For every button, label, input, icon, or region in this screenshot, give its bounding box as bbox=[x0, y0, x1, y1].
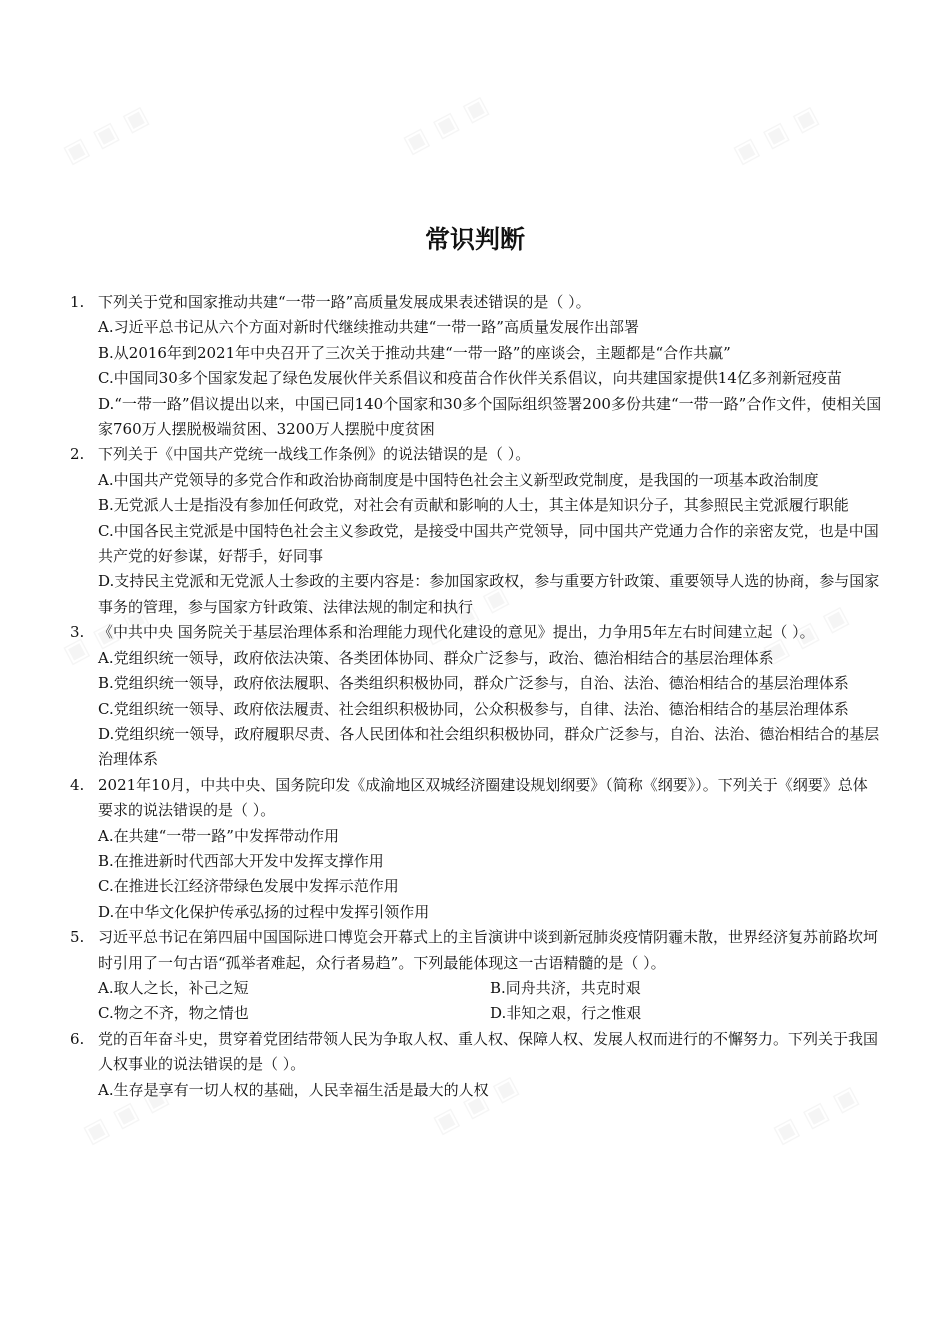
option-b: B.从2016年到2021年中央召开了三次关于推动共建“一带一路”的座谈会，主题都是“合作共赢” bbox=[98, 343, 731, 362]
question-number: 4. bbox=[70, 775, 85, 794]
option-d: D.非知之艰，行之惟艰 bbox=[490, 1004, 642, 1023]
option-c: C.中国各民主党派是中国特色社会主义参政党，是接受中国共产党领导，同中国共产党通力合作的亲密友党，也是中国共产党的好参谋，好帮手，好同事 bbox=[98, 521, 879, 566]
question-stem bbox=[70, 620, 882, 645]
question-number: 2. bbox=[70, 445, 85, 464]
option-c: C.物之不齐，物之情也 bbox=[98, 1004, 249, 1023]
watermark bbox=[398, 90, 493, 160]
option-d: D.在中华文化保护传承弘扬的过程中发挥引领作用 bbox=[98, 902, 430, 921]
question-text: 下列关于《中国共产党统一战线工作条例》的说法错误的是（ ）。 bbox=[98, 445, 531, 464]
question-stem bbox=[70, 773, 882, 824]
option-a: A.习近平总书记从六个方面对新时代继续推动共建“一带一路”高质量发展作出部署 bbox=[98, 318, 639, 337]
question-3 bbox=[70, 620, 882, 772]
question-list bbox=[70, 290, 882, 1103]
option-d: D.“一带一路”倡议提出以来，中国已同140个国家和30多个国际组织签署200多份共建“一带一路”合作文件，使相关国家760万人摆脱极端贫困、3200万人摆脱中度贫困 bbox=[98, 394, 882, 439]
option-a: A.党组织统一领导，政府依法决策、各类团体协同、群众广泛参与，政治、德治相结合的基层治理体系 bbox=[98, 648, 774, 667]
option-b: B.在推进新时代西部大开发中发挥支撑作用 bbox=[98, 851, 384, 870]
option-d: D.支持民主党派和无党派人士参政的主要内容是：参加国家政权，参与重要方针政策、重要领导人选的协商，参与国家事务的管理，参与国家方针政策、法律法规的制定和执行 bbox=[98, 572, 880, 616]
question-text: 下列关于党和国家推动共建“一带一路”高质量发展成果表述错误的是（ ）。 bbox=[98, 293, 591, 311]
option-c: C.在推进长江经济带绿色发展中发挥示范作用 bbox=[98, 877, 399, 896]
question-text: 《中共中央 国务院关于基层治理体系和治理能力现代化建设的意见》提出，力争用5年左右时间建立起（ ）。 bbox=[98, 623, 815, 642]
option-b: B.无党派人士是指没有参加任何政党，对社会有贡献和影响的人士，其主体是知识分子，其参照民主党派履行职能 bbox=[98, 496, 849, 515]
question-4 bbox=[70, 773, 882, 925]
option-row bbox=[98, 976, 882, 1001]
question-stem bbox=[70, 925, 882, 976]
option-a: A.取人之长，补己之短 bbox=[98, 978, 249, 997]
question-number: 3. bbox=[70, 623, 85, 642]
question-stem bbox=[70, 442, 882, 467]
option-c: C.党组织统一领导、政府依法履责、社会组织积极协同，公众积极参与，自律、法治、德治相结合的基层治理体系 bbox=[98, 699, 849, 718]
question-text: 党的百年奋斗史，贯穿着党团结带领人民为争取人权、重人权、保障人权、发展人权而进行的不懈努力。下列关于我国人权事业的说法错误的是（ ）。 bbox=[98, 1029, 879, 1074]
question-stem bbox=[70, 290, 882, 315]
question-2 bbox=[70, 442, 882, 620]
option-row bbox=[98, 1001, 882, 1026]
question-stem bbox=[70, 1027, 882, 1078]
option-a: A.在共建“一带一路”中发挥带动作用 bbox=[98, 826, 339, 845]
question-6 bbox=[70, 1027, 882, 1103]
option-a: A.中国共产党领导的多党合作和政治协商制度是中国特色社会主义新型政党制度，是我国的一项基本政治制度 bbox=[98, 470, 819, 489]
question-5 bbox=[70, 925, 882, 1027]
option-c: C.中国同30多个国家发起了绿色发展伙伴关系倡议和疫苗合作伙伴关系倡议，向共建国家提供14亿多剂新冠疫苗 bbox=[98, 369, 842, 388]
question-number: 5. bbox=[70, 928, 85, 947]
question-text: 习近平总书记在第四届中国国际进口博览会开幕式上的主旨演讲中谈到新冠肺炎疫情阴霾未散，世界经济复苏前路坎坷时引用了一句古语“孤举者难起，众行者易趋”。下列最能体现这一古语精髓的是（ ）。 bbox=[98, 928, 879, 972]
question-1 bbox=[70, 290, 882, 442]
question-number: 1. bbox=[70, 293, 85, 311]
question-text: 2021年10月，中共中央、国务院印发《成渝地区双城经济圈建设规划纲要》（简称《纲要》）。下列关于《纲要》总体要求的说法错误的是（ ）。 bbox=[98, 775, 868, 820]
option-b: B.党组织统一领导，政府依法履职、各类组织积极协同，群众广泛参与，自治、法治、德治相结合的基层治理体系 bbox=[98, 674, 849, 693]
watermark bbox=[58, 100, 153, 170]
watermark bbox=[728, 100, 823, 170]
option-b: B.同舟共济，共克时艰 bbox=[490, 978, 641, 997]
page-title: 常识判断 bbox=[424, 224, 525, 254]
option-a: A.生存是享有一切人权的基础，人民幸福生活是最大的人权 bbox=[98, 1080, 489, 1099]
question-number: 6. bbox=[70, 1029, 85, 1048]
option-d: D.党组织统一领导，政府履职尽责、各人民团体和社会组织积极协同，群众广泛参与，自治、法治、德治相结合的基层治理体系 bbox=[98, 724, 880, 769]
